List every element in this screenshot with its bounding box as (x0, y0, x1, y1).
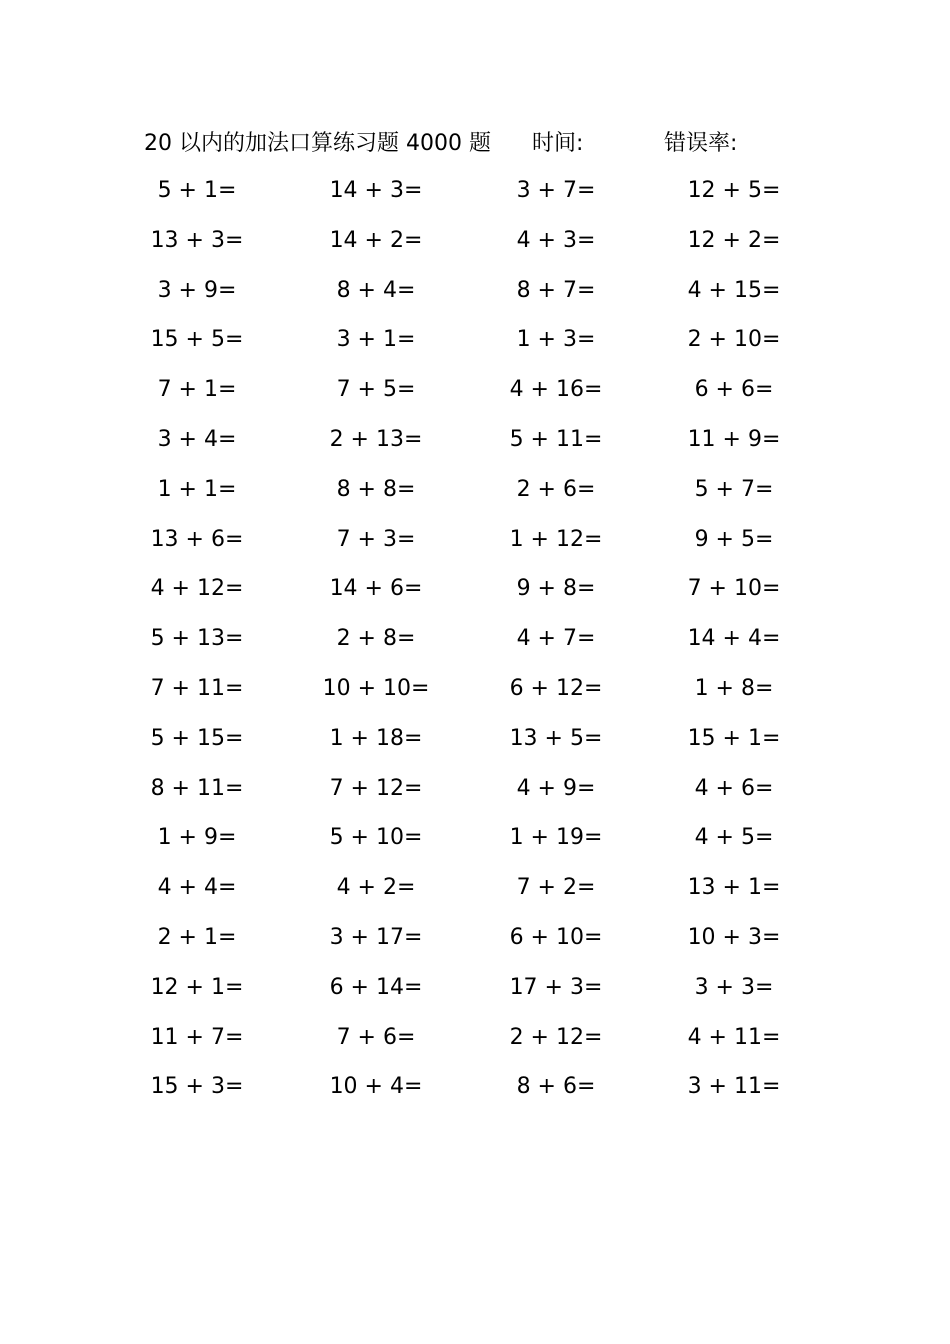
problem-row (0, 1070, 950, 1104)
problem-row (0, 473, 950, 507)
addition-problem: 3 + 7= (516, 178, 596, 203)
addition-problem: 1 + 8= (694, 676, 774, 701)
addition-problem: 9 + 5= (694, 526, 774, 552)
addition-problem: 3 + 4= (157, 427, 237, 452)
addition-problem: 14 + 4= (687, 626, 781, 652)
addition-problem: 13 + 3= (150, 227, 244, 253)
addition-problem: 2 + 10= (687, 327, 781, 353)
addition-problem: 6 + 12= (509, 676, 603, 701)
addition-problem: 7 + 12= (329, 775, 423, 801)
addition-problem: 10 + 10= (322, 676, 430, 701)
problem-row (0, 871, 950, 905)
problem-row (0, 971, 950, 1005)
addition-problem: 4 + 16= (509, 377, 603, 403)
addition-problem: 3 + 17= (329, 925, 423, 950)
addition-problem: 14 + 6= (329, 576, 423, 602)
addition-problem: 10 + 4= (329, 1074, 423, 1100)
addition-problem: 12 + 2= (687, 227, 781, 253)
addition-problem: 4 + 2= (336, 875, 416, 901)
addition-problem: 7 + 10= (687, 576, 781, 602)
addition-problem: 4 + 15= (687, 277, 781, 303)
addition-problem: 4 + 4= (157, 875, 237, 901)
addition-problem: 4 + 9= (516, 775, 596, 801)
addition-problem: 7 + 5= (336, 377, 416, 403)
addition-problem: 5 + 1= (157, 178, 237, 203)
addition-problem: 5 + 15= (150, 725, 244, 751)
problem-row (0, 921, 950, 955)
addition-problem: 7 + 6= (336, 1024, 416, 1050)
addition-problem: 11 + 7= (150, 1024, 244, 1050)
problem-row (0, 323, 950, 357)
addition-problem: 14 + 2= (329, 227, 423, 253)
addition-problem: 8 + 8= (336, 476, 416, 502)
addition-problem: 11 + 9= (687, 427, 781, 452)
addition-problem: 7 + 3= (336, 526, 416, 552)
addition-problem: 3 + 3= (694, 974, 774, 1000)
problem-row (0, 274, 950, 308)
addition-problem: 15 + 5= (150, 327, 244, 353)
addition-problem: 7 + 2= (516, 875, 596, 901)
addition-problem: 4 + 7= (516, 626, 596, 652)
addition-problem: 8 + 11= (150, 775, 244, 801)
addition-problem: 5 + 13= (150, 626, 244, 652)
worksheet-title: 20 以内的加法口算练习题 4000 题 (144, 131, 491, 156)
addition-problem: 12 + 1= (150, 974, 244, 1000)
addition-problem: 4 + 3= (516, 227, 596, 253)
addition-problem: 8 + 7= (516, 277, 596, 303)
addition-problem: 1 + 12= (509, 526, 603, 552)
problem-row (0, 423, 950, 457)
problem-row (0, 174, 950, 208)
addition-problem: 5 + 10= (329, 825, 423, 851)
addition-problem: 5 + 11= (509, 427, 603, 452)
addition-problem: 3 + 9= (157, 277, 237, 303)
addition-problem: 5 + 7= (694, 476, 774, 502)
addition-problem: 15 + 1= (687, 725, 781, 751)
problem-row (0, 572, 950, 606)
addition-problem: 6 + 10= (509, 925, 603, 950)
addition-problem: 15 + 3= (150, 1074, 244, 1100)
addition-problem: 8 + 4= (336, 277, 416, 303)
time-label: 时间: (532, 131, 584, 156)
addition-problem: 1 + 9= (157, 825, 237, 851)
addition-problem: 1 + 19= (509, 825, 603, 851)
addition-problem: 7 + 1= (157, 377, 237, 403)
problem-row (0, 772, 950, 806)
addition-problem: 2 + 1= (157, 925, 237, 950)
addition-problem: 4 + 6= (694, 775, 774, 801)
addition-problem: 9 + 8= (516, 576, 596, 602)
problem-row (0, 622, 950, 656)
addition-problem: 13 + 5= (509, 725, 603, 751)
addition-problem: 2 + 6= (516, 476, 596, 502)
addition-problem: 6 + 6= (694, 377, 774, 403)
problem-row (0, 373, 950, 407)
addition-problem: 1 + 1= (157, 476, 237, 502)
addition-problem: 10 + 3= (687, 925, 781, 950)
addition-problem: 2 + 13= (329, 427, 423, 452)
problem-row (0, 672, 950, 706)
addition-problem: 8 + 6= (516, 1074, 596, 1100)
addition-problem: 4 + 5= (694, 825, 774, 851)
addition-problem: 1 + 18= (329, 725, 423, 751)
addition-problem: 4 + 12= (150, 576, 244, 602)
addition-problem: 13 + 6= (150, 526, 244, 552)
addition-problem: 1 + 3= (516, 327, 596, 353)
addition-problem: 12 + 5= (687, 178, 781, 203)
error-rate-label: 错误率: (664, 131, 738, 156)
addition-problem: 17 + 3= (509, 974, 603, 1000)
addition-problem: 13 + 1= (687, 875, 781, 901)
addition-problem: 2 + 12= (509, 1024, 603, 1050)
addition-problem: 2 + 8= (336, 626, 416, 652)
addition-problem: 6 + 14= (329, 974, 423, 1000)
addition-problem: 4 + 11= (687, 1024, 781, 1050)
problem-row (0, 224, 950, 258)
problem-row (0, 821, 950, 855)
addition-problem: 3 + 11= (687, 1074, 781, 1100)
problem-row (0, 1021, 950, 1055)
addition-problem: 7 + 11= (150, 676, 244, 701)
addition-problem: 14 + 3= (329, 178, 423, 203)
problem-row (0, 523, 950, 557)
problem-row (0, 722, 950, 756)
addition-problem: 3 + 1= (336, 327, 416, 353)
